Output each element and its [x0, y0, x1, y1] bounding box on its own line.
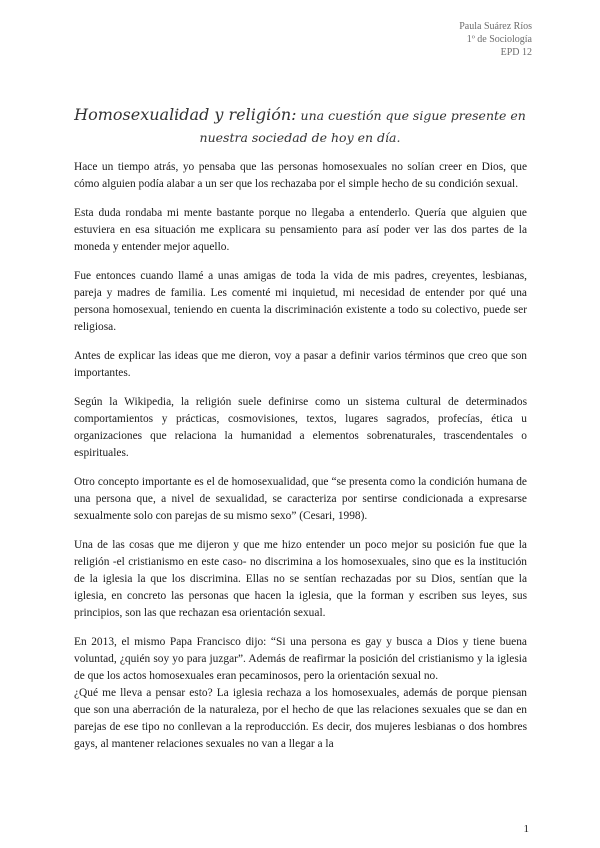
paragraph: Esta duda rondaba mi mente bastante porque no llegaba a entenderlo. Quería que alguien que estuviera en esa situación me explicara su pensamiento para así poder ver las dos partes de la moneda y entender mejor aquello. — [74, 207, 527, 253]
header-course: 1º de Sociología — [466, 34, 532, 45]
header-code: EPD 12 — [500, 47, 532, 58]
header-author: Paula Suárez Ríos — [459, 21, 532, 32]
paragraph: Hace un tiempo atrás, yo pensaba que las personas homosexuales no solían creer en Dios, que cómo alguien podía alabar a un ser que los rechazaba por el simple hecho de su condición sexual. — [74, 161, 527, 190]
page-number: 1 — [523, 823, 529, 835]
paragraph: ¿Qué me lleva a pensar esto? La iglesia rechaza a los homosexuales, además de porque piensan que son una aberración de la naturaleza, por el hecho de que las relaciones sexuales que se dan en parejas de ese tipo no conllevan a la reproducción. Es decir, dos mujeres lesbianas o dos hombres gays, al mantener relaciones sexuales no van a llegar a la — [74, 687, 527, 750]
page-header — [459, 20, 532, 59]
title-subtitle: una cuestión que sigue presente en nuestra sociedad de hoy en día. — [199, 108, 526, 145]
paragraph: Según la Wikipedia, la religión suele definirse como un sistema cultural de determinados comportamientos y prácticas, cosmovisiones, textos, lugares sagrados, profecías, ética u organizaciones que relaciona la humanidad a elementos sobrenaturales, trascendentales o espirituales. — [74, 396, 527, 459]
paragraph: Fue entonces cuando llamé a unas amigas de toda la vida de mis padres, creyentes, lesbianas, pareja y madres de familia. Les comenté mi inquietud, mi necesidad de entender por qué una persona homosexual, teniendo en cuenta la discriminación existente a todo su colectivo, puede ser religiosa. — [74, 270, 527, 333]
paragraph: Antes de explicar las ideas que me dieron, voy a pasar a definir varios términos que creo que son importantes. — [74, 350, 527, 379]
document-title — [74, 104, 526, 148]
paragraph: Otro concepto importante es el de homosexualidad, que “se presenta como la condición humana de una persona que, a nivel de sexualidad, se caracteriza por sentirse condicionada a expresarse sexualmente solo con parejas de su mismo sexo” (Cesari, 1998). — [74, 476, 527, 522]
paragraph: Una de las cosas que me dijeron y que me hizo entender un poco mejor su posición fue que la religión -el cristianismo en este caso- no discrimina a los homosexuales, sino que es la institución de la iglesia la que los discrimina. Ellas no se sentían rechazadas por su Dios, sentían que la iglesia, en concreto las personas que hacen la iglesia, que la forman y escriben sus leyes, sus principios, son las que rechazan esa orientación sexual. — [74, 539, 527, 619]
document-body — [74, 159, 527, 753]
title-main: Homosexualidad y religión: — [74, 105, 297, 124]
paragraph: En 2013, el mismo Papa Francisco dijo: “Si una persona es gay y busca a Dios y tiene buena voluntad, ¿quién soy yo para juzgar”. Además de reafirmar la posición del cristianismo y la iglesia de que los actos homosexuales eran pecaminosos, pero la orientación sexual no. — [74, 636, 527, 682]
